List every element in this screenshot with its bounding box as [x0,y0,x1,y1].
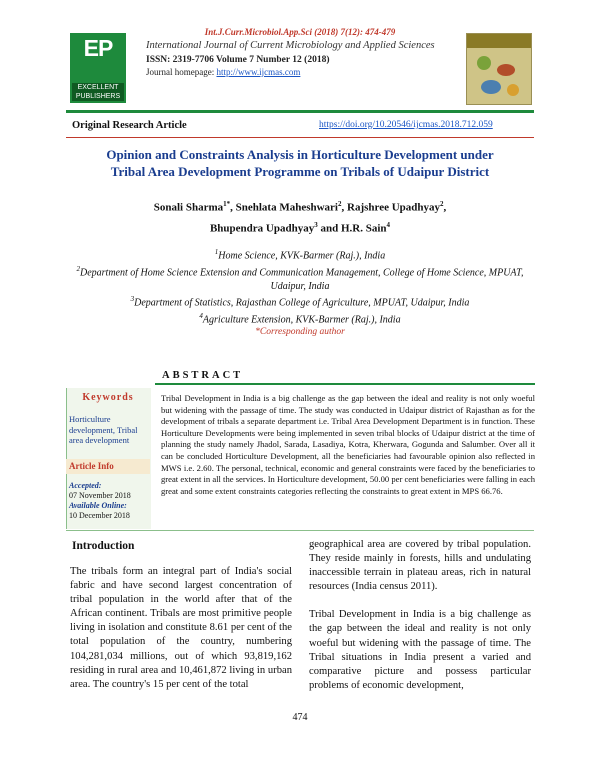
journal-title: International Journal of Current Microbiology and Applied Sciences [146,40,435,51]
affiliation: $^3$Department of Statistics, Rajasthan College of Agriculture, MPUAT, Udaipur, India [130,295,470,309]
article-dates [69,481,149,521]
author-sup: 1* [223,200,231,208]
author-name: Sonali Sharma [153,201,224,214]
article-type: Original Research Article [72,120,187,131]
affiliation: $^4$Agriculture Extension, KVK-Barmer (Raj.), India [199,311,401,326]
keywords-heading: Keywords [82,392,134,403]
journal-issn: ISSN: 2319-7706 Volume 7 Number 12 (2018) [146,55,330,65]
publisher-logo [70,33,126,103]
homepage-label: Journal homepage: [146,67,217,77]
logo-caption: EXCELLENT PUBLISHERS [75,84,121,100]
title-divider [66,137,534,138]
body-left-column: The tribals form an integral part of India's social fabric and have second largest concentration of tribal population in the world after that of the African continent. Tribals are most primitive people living in isolation and constitute 8.61 per cent of the total population of the country, numbering 104,281,034 millions, out of which 93,819,162 residing in rural area and 10,461,872 living in urban area. The country's 15 per cent of the total [70,566,292,690]
online-label: Available Online: [69,501,127,510]
author-name: Snehlata Maheshwari [235,201,338,214]
abstract-heading: ABSTRACT [162,370,244,381]
homepage-link[interactable]: http://www.ijcmas.com [216,67,301,77]
abstract-text: Tribal Development in India is a big challenge as the gap between the ideal and reality is not only woeful but widening with the passage of time. The study was conducted in Udaipur district of Rajasthan as for the development of tribals a separate department i.e. Tribal Area Development Department is in function. These Horticulture Developments were being implemented in seven tribal blocks of Udaipur district at the time of planning the study namely Jhadol, Sarada, Lasadiya, Kotra, Kherwara, Gogunda and Salumber. Over all it can be concluded Horticulture Development, all the beneficiaries had favourable opinion also reflected in MWS i.e. 2.60. The personal, technical, economic and general constraints were faced by the beneficiaries to great extent in all the services. In Horticulture development, 50.00 per cent beneficiaries were falling in each great and some extent constraints categories reflecting the constraints to great extent in MPS 66.76. [161,393,535,496]
author-line-2: Bhupendra Upadhyay$^3$ and H.R. Sain$^4$ [209,220,391,235]
author-name: Rajshree Upadhyay [347,201,441,214]
abstract-bottom-rule [66,530,534,531]
header-divider [66,110,534,113]
body-right-column [309,538,531,707]
introduction-heading: Introduction [72,540,135,552]
doi-link[interactable]: https://doi.org/10.20546/ijcmas.2018.712.059 [319,120,493,130]
affiliation: $^2$Department of Home Science Extension and Communication Management, College of Home Science, MPUAT, Udaipur, India [76,264,524,292]
body-paragraph: geographical area are covered by tribal population. They reside mainly in forests, hills and undulating inaccessible terrain in plateau areas, rich in natural resources (India census 2011). [309,539,531,593]
author-sup: 4 [386,220,391,229]
author-sup: 2 [440,200,444,208]
abstract-rule [155,383,535,385]
author-line-1: Sonali Sharma$^{1*}$, Snehlata Maheshwari$^2$, Rajshree Upadhyay$^2$, [153,200,447,214]
online-date: 10 December 2018 [69,511,130,520]
journal-cover-image [466,33,532,105]
accepted-date: 07 November 2018 [69,491,131,500]
body-paragraph: Tribal Development in India is a big challenge as the gap between the ideal and reality is not only woeful but widening with the passage of time. The Tribal situations in India present a varied and comparative picture and possess particular problems of economic development, [309,609,531,691]
author-name: H.R. Sain [340,222,387,235]
author-list [80,196,520,237]
accepted-label: Accepted: [69,481,102,490]
article-info-heading: Article Info [69,461,114,471]
journal-reference: Int.J.Curr.Microbiol.App.Sci (2018) 7(12): 474-479 [204,27,396,37]
keywords-list: Horticulture development, Tribal area development [69,414,138,445]
page-number: 474 [292,712,308,723]
paper-title-line-1: Opinion and Constraints Analysis in Horticulture Development under [106,147,494,162]
author-sup: 2 [338,200,342,208]
author-sup: 3 [314,220,318,229]
corresponding-author: *Corresponding author [255,327,345,337]
paper-title-line-2: Tribal Area Development Programme on Tribals of Udaipur District [110,164,490,179]
affiliation: $^1$Home Science, KVK-Barmer (Raj.), India [214,248,386,262]
author-name: Bhupendra Upadhyay [209,222,315,235]
paper-title [70,146,530,180]
journal-homepage [146,67,300,77]
logo-letters: EP [83,35,113,61]
affiliations [70,246,530,327]
